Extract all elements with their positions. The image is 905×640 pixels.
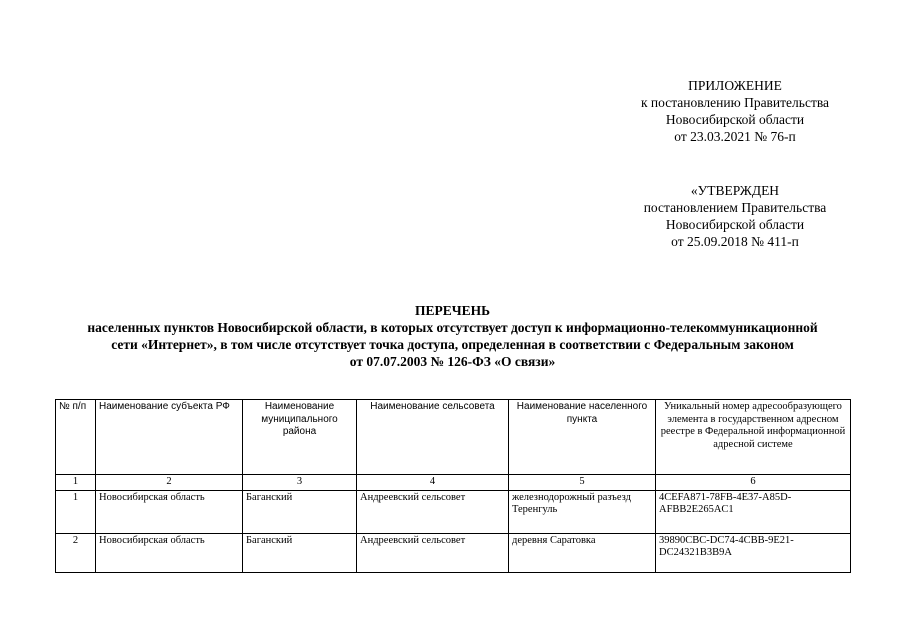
header-cell-subject: Наименование субъекта РФ — [96, 400, 243, 475]
appendix-heading: ПРИЛОЖЕНИЕ — [688, 78, 782, 93]
unique-id-cell: 39890CBC-DC74-4CBB-9E21-DC24321B3B9A — [656, 533, 851, 572]
column-number-cell: 1 — [56, 475, 96, 491]
title-line: населенных пунктов Новосибирской области, в которых отсутствует доступ к информационно-телекоммуникационной — [87, 320, 818, 335]
column-number-cell: 3 — [243, 475, 357, 491]
approved-heading: «УТВЕРЖДЕН — [690, 183, 780, 198]
header-cell-district: Наименование муниципального района — [243, 400, 357, 475]
appendix-block — [600, 77, 870, 145]
approved-line: Новосибирской области — [665, 217, 805, 232]
subject-cell: Новосибирская область — [96, 490, 243, 533]
column-number-cell: 4 — [357, 475, 509, 491]
settlement-cell: деревня Саратовка — [509, 533, 656, 572]
approved-line: постановлением Правительства — [643, 200, 827, 215]
approved-block — [600, 182, 870, 250]
header-cell-unique-id: Уникальный номер адресообразующего элемента в государственном адресном реестре в Федеральной информационной адресной системе — [656, 400, 851, 475]
table-row — [56, 533, 851, 572]
settlement-cell: железнодорожный разъезд Теренгуль — [509, 490, 656, 533]
title-heading: ПЕРЕЧЕНЬ — [414, 303, 491, 318]
document-title — [20, 302, 885, 370]
column-number-cell: 5 — [509, 475, 656, 491]
district-cell: Баганский — [243, 533, 357, 572]
appendix-line: Новосибирской области — [665, 112, 805, 127]
subject-cell: Новосибирская область — [96, 533, 243, 572]
title-line: от 07.07.2003 № 126-ФЗ «О связи» — [349, 354, 556, 369]
district-cell: Баганский — [243, 490, 357, 533]
row-number-cell: 2 — [56, 533, 96, 572]
title-line: сети «Интернет», в том числе отсутствует точка доступа, определенная в соответствии с Федеральным законом — [111, 337, 794, 352]
appendix-line: к постановлению Правительства — [640, 95, 830, 110]
column-numbers-row — [56, 475, 851, 491]
appendix-line: от 23.03.2021 № 76-п — [674, 129, 796, 144]
settlements-table — [55, 399, 851, 573]
table-header-row — [56, 400, 851, 475]
column-number-cell: 6 — [656, 475, 851, 491]
unique-id-cell: 4CEFA871-78FB-4E37-A85D-AFBB2E265AC1 — [656, 490, 851, 533]
header-cell-number: № п/п — [56, 400, 96, 475]
table-row — [56, 490, 851, 533]
council-cell: Андреевский сельсовет — [357, 490, 509, 533]
header-cell-settlement: Наименование населенного пункта — [509, 400, 656, 475]
council-cell: Андреевский сельсовет — [357, 533, 509, 572]
column-number-cell: 2 — [96, 475, 243, 491]
approved-line: от 25.09.2018 № 411-п — [671, 234, 799, 249]
header-cell-council: Наименование сельсовета — [357, 400, 509, 475]
row-number-cell: 1 — [56, 490, 96, 533]
